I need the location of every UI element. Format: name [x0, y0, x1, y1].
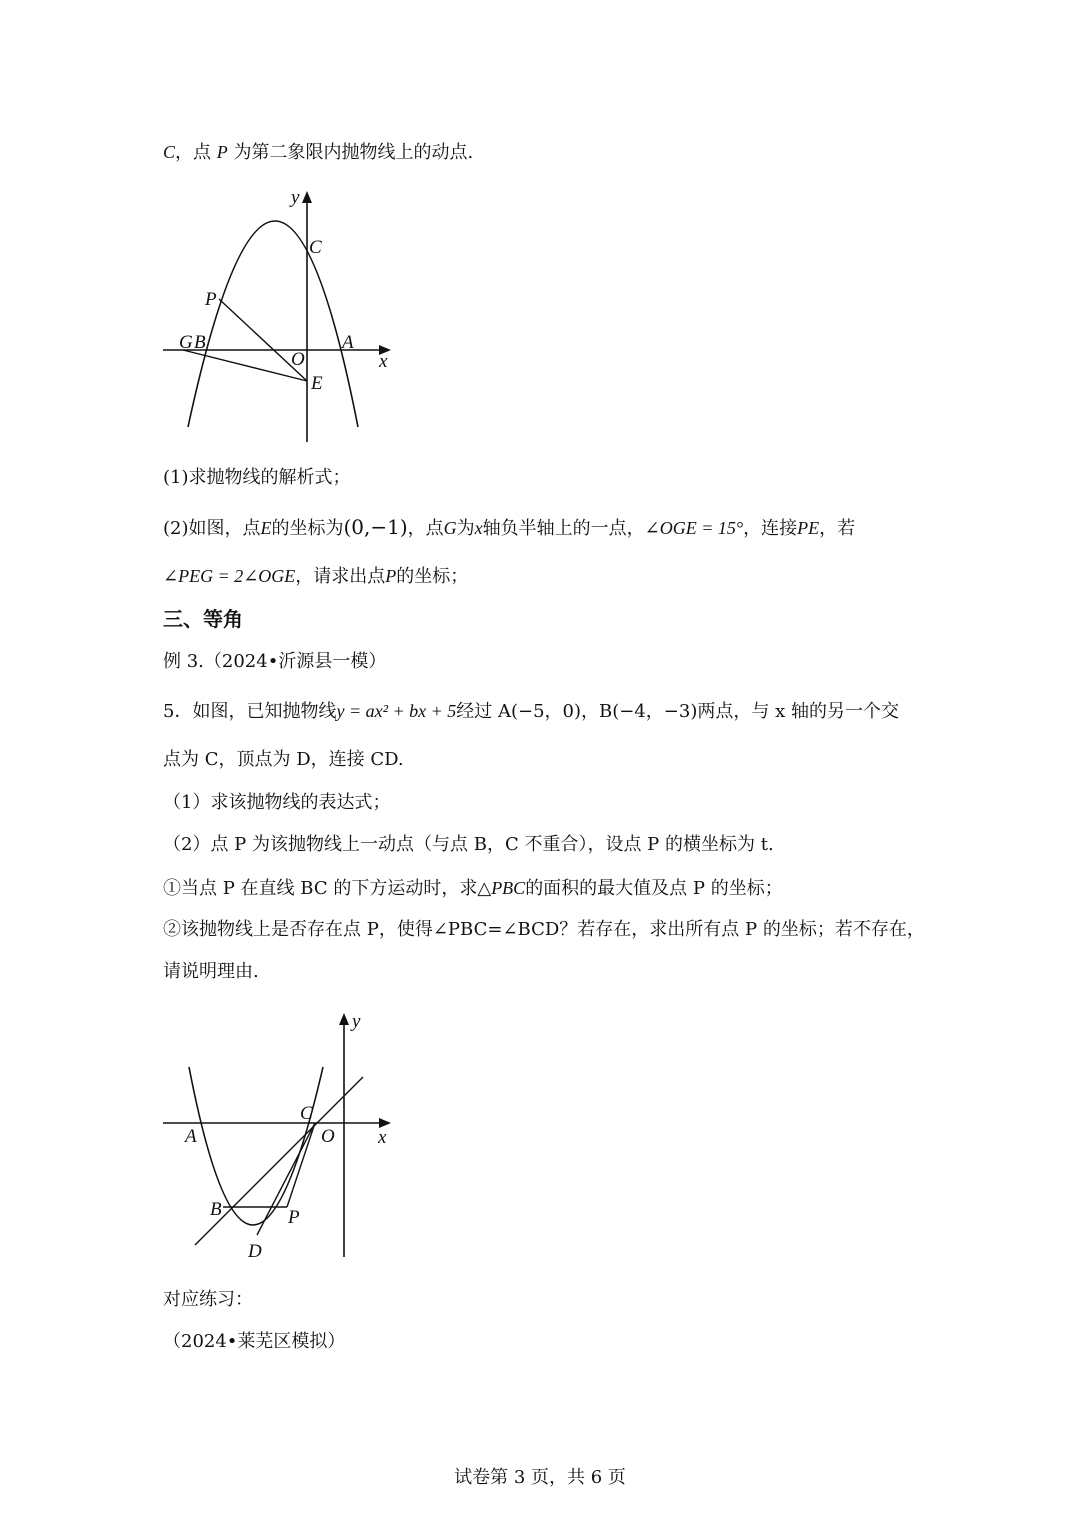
- fig1-label-e: E: [311, 373, 323, 394]
- fig1-label-b: B: [194, 332, 206, 353]
- q5-sub1-pbc: PBC: [491, 878, 526, 898]
- fig2-y-arrow: [339, 1013, 349, 1025]
- fig2-label-y: y: [352, 1011, 361, 1032]
- q5-line1-lead: 5．如图，已知抛物线: [163, 701, 337, 722]
- q5-sub1-text: 的面积的最大值及点 P 的坐标；: [525, 878, 783, 899]
- fig2-label-c: C: [300, 1103, 313, 1124]
- fig1-label-g: G: [179, 332, 193, 353]
- fig1-label-a: A: [342, 332, 354, 353]
- q4-part2-t4: 轴负半轴上的一点，: [482, 518, 645, 539]
- fig1-label-y: y: [291, 187, 300, 208]
- q5-equation: y = ax² + bx + 5: [336, 701, 457, 721]
- fig1-y-arrow: [302, 191, 312, 203]
- q4-intro: [163, 140, 473, 165]
- q4-part2: [163, 515, 855, 541]
- practice-source: （2024•莱芜区模拟）: [163, 1331, 346, 1352]
- q4-part2-pe: PE: [797, 518, 820, 538]
- fig2-segment-cd: [257, 1123, 315, 1235]
- q4-part2b-p: P: [385, 566, 397, 586]
- q4-part2-t3: 为: [456, 518, 475, 539]
- fig1-label-o: O: [291, 349, 305, 370]
- page-footer: 试卷第 3 页，共 6 页: [454, 1467, 626, 1488]
- q4-part2-t1: 的坐标为: [271, 518, 344, 539]
- example-label: 例 3.（2024•沂源县一模）: [163, 651, 387, 672]
- q4-part2b-t1: ，请求出点: [295, 566, 386, 587]
- q5-line2: 点为 C，顶点为 D，连接 CD.: [163, 749, 404, 770]
- q4-part2-g: G: [443, 518, 457, 538]
- fig1-parabola: [188, 221, 358, 427]
- q4-intro-text1: ，点: [175, 142, 212, 163]
- fig2-label-x: x: [378, 1127, 387, 1148]
- figure-2-parabola: [155, 1005, 405, 1265]
- q4-part2-e: E: [260, 518, 272, 538]
- figure-1-parabola: [155, 185, 405, 450]
- fig2-label-a: A: [185, 1126, 197, 1147]
- q5-part2: （2）点 P 为该抛物线上一动点（与点 B，C 不重合），设点 P 的横坐标为 t.: [163, 834, 774, 855]
- fig2-label-p: P: [288, 1207, 300, 1228]
- practice-label: 对应练习：: [163, 1289, 253, 1310]
- q4-part1: (1)求抛物线的解析式；: [163, 467, 351, 488]
- q5-part1: （1）求该抛物线的表达式；: [163, 792, 391, 813]
- q5-sub2: ②该抛物线上是否存在点 P，使得∠PBC=∠BCD？若存在，求出所有点 P 的坐标；若不存在，: [163, 919, 925, 940]
- q4-part2b: [163, 564, 468, 589]
- label-c: C: [163, 142, 176, 162]
- q4-part2b-t2: 的坐标；: [396, 566, 469, 587]
- fig1-label-x: x: [379, 351, 388, 372]
- fig2-label-d: D: [248, 1241, 262, 1262]
- q4-part2-coord: (0,−1): [343, 515, 408, 539]
- q4-part2-t6: ，若: [819, 518, 856, 539]
- q5-sub1-lead: ①当点 P 在直线 BC 的下方运动时，求△: [163, 878, 492, 899]
- q5-line1-text: 经过 A(−5，0)，B(−4，−3)两点，与 x 轴的另一个交: [456, 701, 899, 722]
- fig2-segment-cp: [287, 1123, 315, 1207]
- q4-part2-t5: ，连接: [743, 518, 798, 539]
- q5-line1: [163, 699, 899, 724]
- fig2-label-o: O: [321, 1126, 335, 1147]
- fig1-label-c: C: [309, 237, 322, 258]
- fig2-label-b: B: [210, 1199, 222, 1220]
- q5-sub1: [163, 876, 783, 901]
- fig1-label-p: P: [205, 289, 217, 310]
- section-heading: 三、等角: [163, 607, 243, 631]
- q4-part2-angle: ∠OGE = 15°: [644, 518, 744, 538]
- q4-part2b-expr: ∠PEG = 2∠OGE: [163, 566, 296, 586]
- q5-sub2b: 请说明理由.: [163, 961, 259, 982]
- q4-intro-text2: 为第二象限内抛物线上的动点.: [233, 142, 474, 163]
- q4-part2-x: x: [474, 518, 483, 538]
- q4-part2-t2: ，点: [407, 518, 444, 539]
- label-p: P: [216, 142, 228, 162]
- q4-part2-lead: (2)如图，点: [163, 518, 261, 539]
